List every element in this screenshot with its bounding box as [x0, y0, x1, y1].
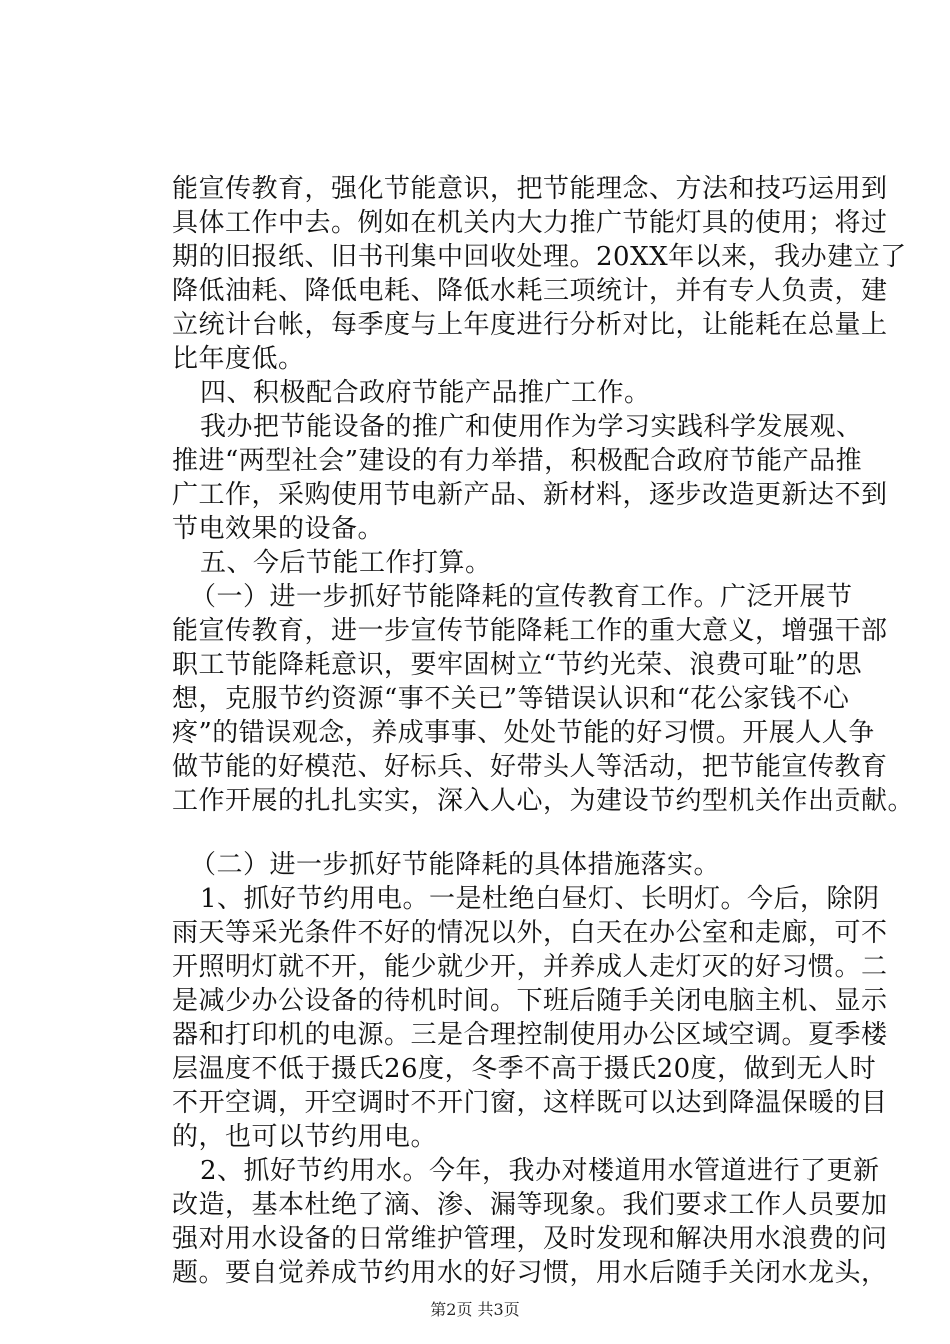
text-line: 期的旧报纸、旧书刊集中回收处理。20XX年以来，我办建立了 [172, 242, 907, 272]
text-line: 题。要自觉养成节约用水的好习惯，用水后随手关闭水龙头， [172, 1258, 888, 1288]
subsection-heading: （一）进一步抓好节能降耗的宣传教育工作。广泛开展节 [190, 582, 853, 612]
section-heading: 五、今后节能工作打算。 [200, 548, 492, 578]
text-line: 雨天等采光条件不好的情况以外，白天在办公室和走廊，可不 [172, 918, 888, 948]
text-line: 想，克服节约资源“事不关已”等错误认识和“花公家钱不心 [172, 684, 850, 714]
text-line: 1、抓好节约用电。一是杜绝白昼灯、长明灯。今后，除阴 [200, 884, 880, 914]
page-number-footer: 第2页 共3页 [430, 1300, 520, 1319]
text-line: 层温度不低于摄氏26度，冬季不高于摄氏20度，做到无人时 [172, 1054, 877, 1084]
text-line: 比年度低。 [172, 344, 305, 374]
text-line: 工作开展的扎扎实实，深入人心，为建设节约型机关作出贡献。 [172, 786, 915, 816]
text-line: 降低油耗、降低电耗、降低水耗三项统计，并有专人负责，建 [172, 276, 888, 306]
text-line: 开照明灯就不开，能少就少开，并养成人走灯灭的好习惯。二 [172, 952, 888, 982]
section-heading: 四、积极配合政府节能产品推广工作。 [200, 378, 651, 408]
text-line: 疼”的错误观念，养成事事、处处节能的好习惯。开展人人争 [172, 718, 875, 748]
text-line: 职工节能降耗意识，要牢固树立“节约光荣、浪费可耻”的思 [172, 650, 863, 680]
text-line: 2、抓好节约用水。今年，我办对楼道用水管道进行了更新 [200, 1156, 880, 1186]
text-line: 节电效果的设备。 [172, 514, 385, 544]
text-line: 的，也可以节约用电。 [172, 1122, 438, 1152]
text-line: 是减少办公设备的待机时间。下班后随手关闭电脑主机、显示 [172, 986, 888, 1016]
text-line: 强对用水设备的日常维护管理，及时发现和解决用水浪费的问 [172, 1224, 888, 1254]
subsection-heading: （二）进一步抓好节能降耗的具体措施落实。 [190, 850, 721, 880]
text-line: 能宣传教育，进一步宣传节能降耗工作的重大意义，增强干部 [172, 616, 888, 646]
text-line: 做节能的好模范、好标兵、好带头人等活动，把节能宣传教育 [172, 752, 888, 782]
text-line: 不开空调，开空调时不开门窗，这样既可以达到降温保暖的目 [172, 1088, 888, 1118]
text-line: 立统计台帐，每季度与上年度进行分析对比，让能耗在总量上 [172, 310, 888, 340]
text-line: 改造，基本杜绝了滴、渗、漏等现象。我们要求工作人员要加 [172, 1190, 888, 1220]
text-line: 我办把节能设备的推广和使用作为学习实践科学发展观、 [200, 412, 863, 442]
text-line: 具体工作中去。例如在机关内大力推广节能灯具的使用；将过 [172, 208, 888, 238]
text-line: 器和打印机的电源。三是合理控制使用办公区域空调。夏季楼 [172, 1020, 888, 1050]
text-line: 广工作，采购使用节电新产品、新材料，逐步改造更新达不到 [172, 480, 888, 510]
text-line: 能宣传教育，强化节能意识，把节能理念、方法和技巧运用到 [172, 174, 888, 204]
text-line: 推进“两型社会”建设的有力举措，积极配合政府节能产品推 [172, 446, 863, 476]
